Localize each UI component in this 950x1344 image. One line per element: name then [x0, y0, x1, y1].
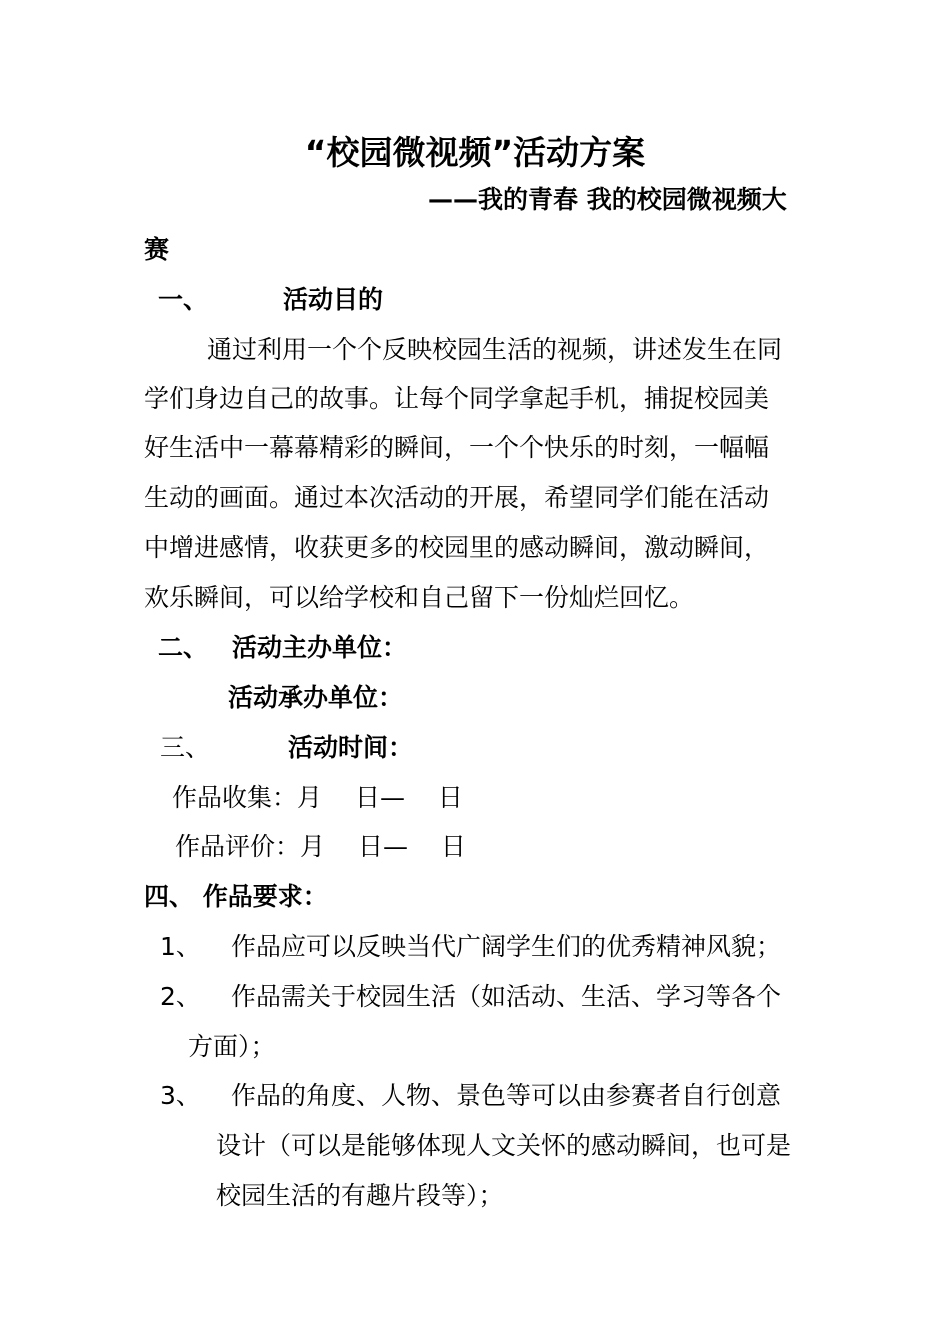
- document-title: “校园微视频”活动方案: [304, 133, 646, 172]
- requirement-1-text: 作品应可以反映当代广阔学生们的优秀精神风貌；: [231, 932, 782, 961]
- document-subtitle-continued: 赛: [144, 235, 170, 264]
- requirement-3-number: 3、: [160, 1081, 201, 1110]
- section-2-organizer: 活动承办单位：: [228, 683, 404, 712]
- section-1-paragraph-line: 欢乐瞬间，可以给学校和自己留下一份灿烂回忆。: [144, 583, 695, 612]
- section-3-collection-date: 作品收集：月 日— 日: [172, 783, 463, 812]
- section-3-number: 三、: [160, 733, 211, 762]
- requirement-2-text: 作品需关于校园生活（如活动、生活、学习等各个: [231, 982, 782, 1011]
- section-3-title: 活动时间：: [288, 733, 414, 762]
- section-1-number: 一、: [158, 285, 209, 314]
- section-1-paragraph-line: 好生活中一幕幕精彩的瞬间，一个个快乐的时刻，一幅幅: [144, 433, 770, 462]
- requirement-3-text: 作品的角度、人物、景色等可以由参赛者自行创意: [231, 1081, 782, 1110]
- requirement-3-text-continued: 设计（可以是能够体现人文关怀的感动瞬间，也可是: [216, 1131, 792, 1160]
- section-3-review-date: 作品评价：月 日— 日: [175, 832, 466, 861]
- section-1-paragraph-line: 学们身边自己的故事。让每个同学拿起手机，捕捉校园美: [144, 384, 770, 413]
- section-2-number: 二、: [158, 633, 209, 662]
- requirement-2-text-continued: 方面）；: [188, 1032, 276, 1061]
- requirement-1-number: 1、: [160, 932, 201, 961]
- section-4-heading: 四、 作品要求：: [144, 882, 328, 911]
- section-1-paragraph-line: 通过利用一个个反映校园生活的视频，讲述发生在同: [207, 335, 783, 364]
- requirement-2-number: 2、: [160, 982, 201, 1011]
- section-1-paragraph-line: 中增进感情，收获更多的校园里的感动瞬间，激动瞬间，: [144, 533, 770, 562]
- requirement-3-text-continued: 校园生活的有趣片段等）；: [216, 1181, 504, 1210]
- section-1-paragraph-line: 生动的画面。通过本次活动的开展，希望同学们能在活动: [144, 483, 770, 512]
- document-subtitle: ——我的青春 我的校园微视频大: [428, 185, 787, 214]
- section-2-title: 活动主办单位：: [232, 633, 408, 662]
- section-1-title: 活动目的: [283, 285, 384, 314]
